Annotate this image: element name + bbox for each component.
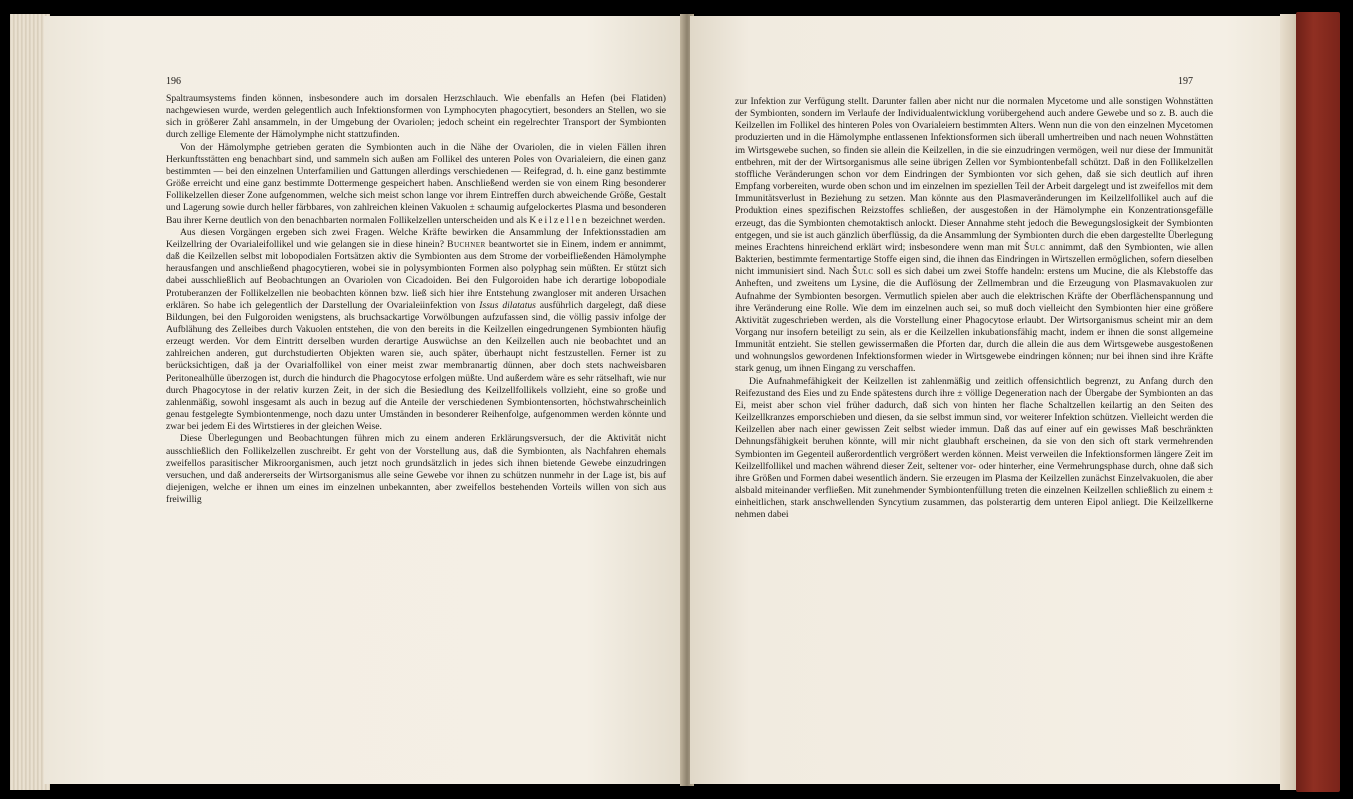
right-page [690,16,1286,784]
author-name: Šulc [852,266,874,278]
author-name: Buchner [447,238,486,250]
paragraph: Von der Hämolymphe getrieben geraten die Symbionten auch in die Nähe der Ovariolen, die in vielen Fällen ihren Herkunftsstätten eng benachbart sind, und sammeln sich außen am Follikel des unteren Poles von Ovarialeiern, die einen ganz bestimmten — bei den einzelnen Unterfamilien und Gattungen allerdings verschiedenen — Reifegrad, d. h. eine ganz bestimmte Größe erreicht und eine ganz bestimmte Dottermenge gespeichert haben. Anschließend werden sie von einem Ring besonderer Follikelzellen dieser Zone aufgenommen, welche sich meist schon lange vor ihrem Eintreffen durch abweichende Größe, Gestalt und Lagerung sowie durch heller färbbares, von zahlreichen kleinen Vakuolen ± schaumig aufgelockertes Plasma und besonderen Bau ihrer Kerne deutlich von den benachbarten normalen Follikelzellen unterscheiden und als Keilzellen bezeichnet werden. [166,141,666,226]
emphasis-term: Keilzellen [529,214,589,226]
species-name: Issus dilatatus [479,299,536,311]
page-number-left: 196 [166,76,181,87]
paragraph: zur Infektion zur Verfügung stellt. Darunter fallen aber nicht nur die normalen Mycetome und alle sonstigen Wohnstätten der Symbionten, sondern im Verlaufe der Individualentwicklung vorübergehend auch andere Gewebe und so z. B. auch die Keilzellen im Follikel des hinteren Poles von Ovarialeiern bestimmten Alters. Wenn nun die von den einzelnen Mycetomen produzierten und in die Hämolymphe entlassenen Infektionsformen sich überall umhertreiben und nach neuen Wohnstätten im Wirtsgewebe suchen, so finden sie allein die Keilzellen, in die sie einzudringen vermögen, weil nur diese der Immunität entbehren, mit der der Wirtsorganismus alle seine übrigen Zellen vor Symbiontenbefall schützt. Daß in den Follikelzellen stoffliche Veränderungen schon vor dem Eindringen der Symbionten vor sich gehen, daß sie sich deutlich auf ihren Empfang vorbereiten, wurde oben schon und im einzelnen im speziellen Teil der Arbeit dargelegt und ist zweifellos mit dem Immunitätsverlust in Beziehung zu setzen. Man könnte aus den Plasmaveränderungen im Keilzellfollikel auch auf die Produktion eines spezifischen Reizstoffes schließen, der ausgestoßen in der Hämolymphe ein Konzentrationsgefälle erzeugt, das die Symbionten chemotaktisch anlockt. Dieser Annahme steht jedoch die Bewegungslosigkeit der Symbionten entgegen, und sie ist auch gänzlich überflüssig, da die Ansammlung der Symbionten durch die eben dargestellte Überlegung meines Erachtens hinreichend erklärt wird; insbesondere wenn man mit Šulc annimmt, daß den Symbionten, wie allen Bakterien, bestimmte fermentartige Stoffe eigen sind, die ihnen das Eindringen in Wirtszellen ermöglichen, sofern dieselben nicht immunisiert sind. Nach Šulc soll es sich dabei um zwei Stoffe handeln: erstens um Mucine, die als Klebstoffe das Anheften, und zweitens um Lysine, die die Auflösung der Zellmembran und die Erzeugung von Plasmavakuolen zur Aufnahme der Symbionten besorgen. Vermutlich spielen aber auch die elektrischen Kräfte der Oberflächenspannung und ihre Veränderung eine Rolle. Wie dem im einzelnen auch sei, so muß doch vielleicht den Symbionten hier eine größere Aktivität zugeschrieben werden, als die Vorstellung einer Phagocytose erlaubt. Der Wirtsorganismus scheint mir an dem Vorgang nur insofern beteiligt zu sein, als er die Keilzellen inkubationsfähig macht, indem er ihnen die sonst allgemeine Immunität entzieht. Sie stellen gewissermaßen die Pforten dar, durch die allein die aus dem Wirtsgewebe ausgestoßenen und wohnungslos gewordenen Infektionsformen wieder in Wirtsgewebe eindringen können; nur bei ihnen sind ihre Kräfte stark genug, um ihnen Eingang zu verschaffen. [735,96,1213,375]
author-name: Šulc [1024,241,1046,253]
left-page-body [166,93,666,506]
page-number-right: 197 [1178,76,1193,87]
paragraph: Aus diesen Vorgängen ergeben sich zwei Fragen. Welche Kräfte bewirken die Ansammlung der Infektionsstadien am Keilzellring der Ovarialeifollikel und wie gelangen sie in diese hinein? Buchner beantwortet sie in Einem, indem er annimmt, daß die Keilzellen selbst mit lobopodialen Fortsätzen aktiv die Symbionten aus dem Strome der vorbeifließenden Hämolymphe herausfangen und anschließend phagocytieren, wobei sie in polysymbionten Formen also polyphag sein müßten. Er stützt sich dabei ausschließlich auf Beobachtungen an Ovariolen von Cicadoiden. Bei den Fulgoroiden habe ich derartige lobopodiale Protuberanzen der Follikelzellen nie beobachten können bzw. ließ sich hier ihre Entstehung zwangloser mit anderen Ursachen erklären. So habe ich gelegentlich der Darstellung der Ovarialeiinfektion von Issus dilatatus ausführlich dargelegt, daß diese Bildungen, bei den Fulgoroiden wenigstens, als bruchsackartige Vorwölbungen aufzufassen sind, die völlig passiv infolge der Aufblähung des Zelleibes durch Vakuolen entstehen, die von den bereits in die Keilzellen eingedrungenen Symbionten häufig erzeugt werden. Vor dem Eintritt derselben wurden derartige Auswüchse an den Keilzellen auch nie beobachtet und an zahlreichen anderen, gut durchstudierten Objekten waren sie, auch später, überhaupt nicht festzustellen. Ferner ist zu berücksichtigen, daß ja der Ovarialfollikel von einer meist zwar membranartig dünnen, aber doch stets nachweisbaren Peritonealhülle überzogen ist, durch die hindurch die Phagocytose erfolgen müßte. Und außerdem wäre es sehr rätselhaft, wie nur durch Phagocytose in der relativ kurzen Zeit, in der sich die Besiedlung des Keilzellfollikels vollzieht, eine so große und zahlenmäßig, sowohl insgesamt als auch in bezug auf die Anteile der verschiedenen Symbiontensorten, höchstwahrscheinlich genau festgelegte Symbiontenmenge, noch dazu unter Umständen in besonderer Reihenfolge, aufgenommen werden könnte und zwar bei jedem Ei des Wirtstieres in der gleichen Weise. [166,226,666,433]
paragraph: Diese Überlegungen und Beobachtungen führen mich zu einem anderen Erklärungsversuch, der die Aktivität nicht ausschließlich den Follikelzellen zuschreibt. Er geht von der Vorstellung aus, daß die Symbionten, als Nachfahren ehemals zweifellos parasitischer Mikroorganismen, auch jetzt noch grundsätzlich in jedes sich ihnen bietende Gewebe einzudringen versuchen, und daß andererseits der Wirtsorganismus alle seine Gewebe vor ihnen zu schützen nunmehr in der Lage ist, bis auf diejenigen, welche er ihnen um eines im einzelnen unbekannten, aber zweifellos bestehenden Vorteils willen von sich aus freiwillig [166,433,666,506]
book-cover [1296,12,1340,792]
right-page-body [735,96,1213,521]
paragraph: Die Aufnahmefähigkeit der Keilzellen ist zahlenmäßig und zeitlich offensichtlich begrenzt, zu Anfang durch den Reifezustand des Eies und zu Ende spätestens durch ihre ± völlige Degeneration nach der Übergabe der Symbionten an das Ei, meist aber schon viel früher dadurch, daß sich von hinten her flache Schaltzellen keilartig an den Seiten des Keilzellkranzes emporschieben und diesen, da sie selbst immun sind, vor weiterer Infektion schützen. Vielleicht werden die Keilzellen aber nach einer gewissen Zeit selbst wieder immun. Daß das auf einer auf ein gewisses Maß beschränkten Dehnungsfähigkeit beruhen könnte, will mir nicht glaubhaft erscheinen, da sie von den sich oft stark vermehrenden Symbionten im Gegenteil außerordentlich vergrößert werden können. Meist verweilen die Infektionsformen längere Zeit im Keilzellfollikel und machen während dieser Zeit, seltener vor- oder hinterher, eine Vermehrungsphase durch, ohne daß sich ihre Größen und Formen dabei wesentlich ändern. Sie erzeugen im Plasma der Keilzellen zunächst Einzelvakuolen, die aber alsbald miteinander verfließen. Mit zunehmender Symbiontenfüllung treten die einzelnen Keilzellen schließlich zu einem ± einheitlichen, stark anschwellenden Syncytium zusammen, das polsterartig dem unteren Eipol anliegt. Die Keilzellkerne nehmen dabei [735,375,1213,521]
paragraph: Spaltraumsystems finden können, insbesondere auch im dorsalen Herzschlauch. Wie ebenfalls an Hefen (bei Flatiden) nachgewiesen wurde, werden gelegentlich auch Infektionsformen von Lymphocyten phagocytiert, besonders an Stellen, wo sie sich in größerer Zahl ansammeln, in der Umgebung der Ovariolen; jedoch scheint ein regelrechter Transport der Symbionten durch zellige Elemente der Hämolymphe nicht stattzufinden. [166,93,666,141]
left-page [44,16,682,784]
